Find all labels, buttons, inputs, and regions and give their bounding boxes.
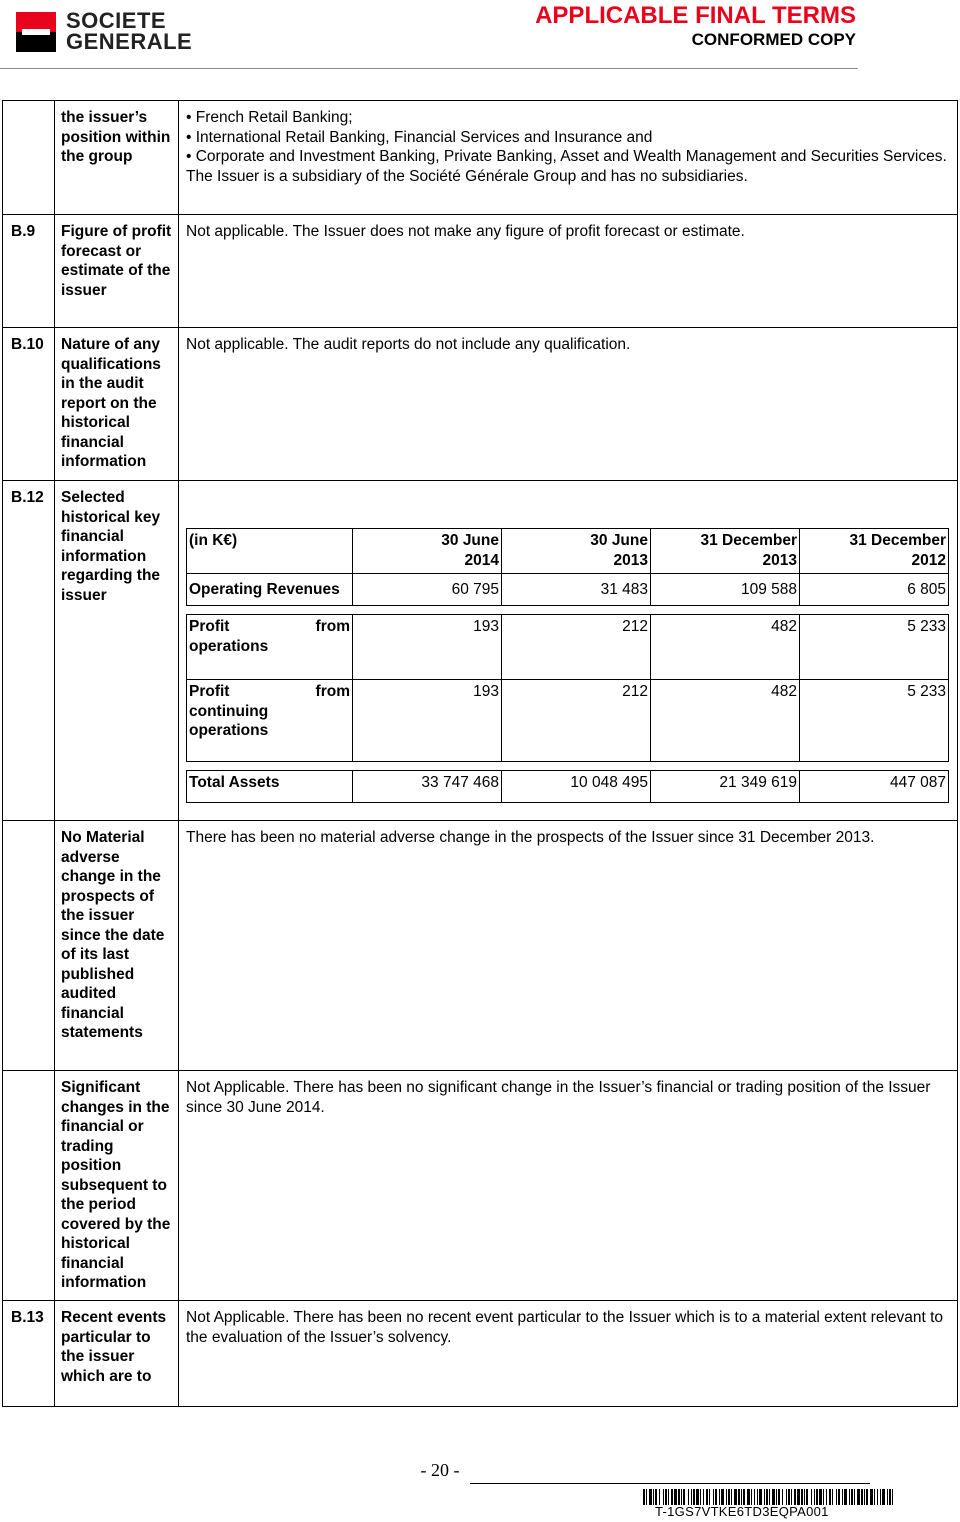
summary-table [2,100,958,1407]
element-label: Recent events particular to the issuer which are to [55,1301,179,1407]
row-label: Total Assets [187,771,353,803]
financial-row [187,574,949,606]
value-cell: 10 048 495 [502,771,651,803]
column-header: 31 December 2012 [800,529,949,574]
financial-table [186,528,949,803]
document-title: APPLICABLE FINAL TERMS [535,2,856,29]
element-label: Nature of any qualifications in the audit report on the historical financial information [55,328,179,481]
column-header: 31 December 2013 [651,529,800,574]
bullet-item: • International Retail Banking, Financial Services and Insurance and [186,128,951,148]
table-row [3,821,958,1071]
table-row [3,101,958,215]
unit-label: (in K€) [187,529,353,574]
element-label: No Material adverse change in the prospects of the issuer since the date of its last published audited financial statements [55,821,179,1071]
column-header: 30 June 2013 [502,529,651,574]
element-number [3,821,55,1071]
value-cell: 212 [502,680,651,762]
societe-generale-logo [16,10,226,56]
element-number [3,1071,55,1301]
value-cell: 60 795 [353,574,502,606]
document-subtitle: CONFORMED COPY [691,30,856,49]
row-label: Profit from operations [187,615,353,680]
value-cell: 482 [651,615,800,680]
table-row [3,215,958,328]
table-row [3,1071,958,1301]
financial-header-row [187,529,949,574]
logo-wordmark: SOCIETE GENERALE [66,8,193,54]
value-cell: 6 805 [800,574,949,606]
value-cell: 33 747 468 [353,771,502,803]
value-cell: 212 [502,615,651,680]
barcode-icon [643,1489,893,1505]
value-cell: 193 [353,680,502,762]
footer-divider [470,1483,870,1484]
financial-row [187,771,949,803]
value-cell: 482 [651,680,800,762]
bullet-item: • French Retail Banking; [186,108,951,128]
element-number: B.10 [3,328,55,481]
row-label: Operating Revenues [187,574,353,606]
financial-info-cell [179,481,958,821]
logo-mark-icon [16,12,56,52]
content-text: Not applicable. The Issuer does not make any figure of profit forecast or estimate. [179,215,958,328]
financial-row [187,680,949,762]
value-cell: 109 588 [651,574,800,606]
content-text: Not Applicable. There has been no recent event particular to the Issuer which is to a material extent relevant to the evaluation of the Issuer’s solvency. [179,1301,958,1407]
content-text: Not applicable. The audit reports do not include any qualification. [179,328,958,481]
value-cell: 447 087 [800,771,949,803]
table-row [3,1301,958,1407]
content-text: There has been no material adverse change in the prospects of the Issuer since 31 December 2013. [179,821,958,1071]
element-number [3,101,55,215]
value-cell: 5 233 [800,680,949,762]
table-row [3,481,958,821]
element-number: B.9 [3,215,55,328]
header-divider [0,68,858,69]
content-text: Not Applicable. There has been no significant change in the Issuer’s financial or trading position of the Issuer since 30 June 2014. [179,1071,958,1301]
page-number: - 20 - [420,1460,460,1480]
element-label: Significant changes in the financial or trading position subsequent to the period covered by the historical financial information [55,1071,179,1301]
element-number: B.13 [3,1301,55,1407]
column-header: 30 June 2014 [353,529,502,574]
value-cell: 193 [353,615,502,680]
value-cell: 5 233 [800,615,949,680]
element-content [179,101,958,215]
bullet-item: • Corporate and Investment Banking, Private Banking, Asset and Wealth Management and Securities Services. [186,147,951,167]
element-label: Selected historical key financial information regarding the issuer [55,481,179,821]
table-row [3,328,958,481]
value-cell: 31 483 [502,574,651,606]
value-cell: 21 349 619 [651,771,800,803]
financial-row [187,615,949,680]
element-number: B.12 [3,481,55,821]
element-label: the issuer’s position within the group [55,101,179,215]
element-label: Figure of profit forecast or estimate of the issuer [55,215,179,328]
content-text: The Issuer is a subsidiary of the Société Générale Group and has no subsidiaries. [186,167,748,185]
barcode-text: T-1GS7VTKE6TD3EQPA001 [655,1504,829,1519]
row-label: Profit from continuing operations [187,680,353,762]
